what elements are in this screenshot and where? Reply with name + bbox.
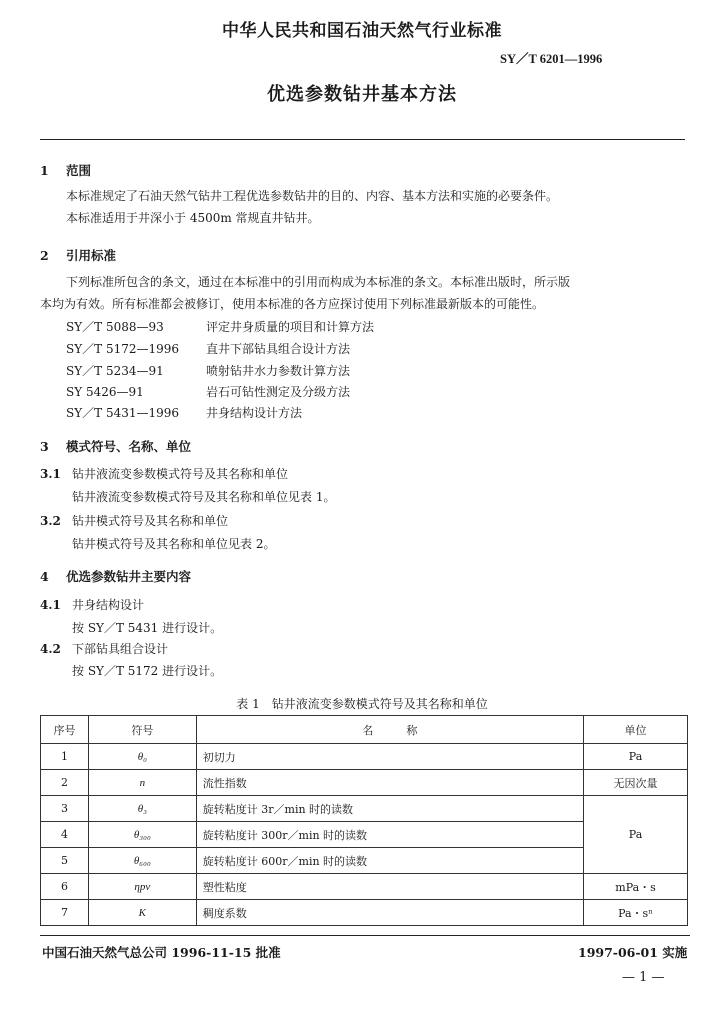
header-symbol: 符号 [88,716,196,744]
cell-unit: mPa・s [584,874,688,900]
subsection-title: 钻井模式符号及其名称和单位 [72,514,229,528]
section-1-heading [40,161,91,179]
section-number: 2 [40,248,49,263]
reference-code: SY／T 5431—1996 [66,406,180,420]
paragraph: 按 SY／T 5431 进行设计。 [72,621,223,635]
cell-index: 4 [41,822,89,848]
cell-index: 2 [41,770,89,796]
cell-name: 初切力 [196,744,583,770]
reference-item [66,404,302,421]
cell-index: 7 [41,900,89,926]
table-row [41,874,688,900]
standard-code: SY／T 6201—1996 [500,52,603,66]
cell-index: 6 [41,874,89,900]
section-title: 引用标准 [66,248,117,263]
document-title: 优选参数钻井基本方法 [267,84,457,105]
subsection-title: 钻井液流变参数模式符号及其名称和单位 [72,467,289,481]
header-index: 序号 [41,716,89,744]
cell-unit: Pa [584,744,688,770]
section-number: 3 [40,439,49,454]
reference-title: 直井下部钻具组合设计方法 [206,342,351,356]
section-3-heading [40,437,191,455]
paragraph: 按 SY／T 5172 进行设计。 [72,664,223,678]
section-number: 1 [40,163,49,178]
approval-line: 中国石油天然气总公司 1996-11-15 批准 [42,945,281,960]
cell-symbol: θ₀ [88,744,196,770]
subsection-number: 4.2 [40,642,61,656]
cell-name: 旋转粘度计 600r／min 时的读数 [196,848,583,874]
cell-unit-merged: Pa [584,796,688,874]
subsection-title: 下部钻具组合设计 [72,642,169,656]
header-name: 名 称 [196,716,583,744]
cell-symbol: ηpv [88,874,196,900]
table-row [41,900,688,926]
cell-symbol: n [88,770,196,796]
table-row [41,796,688,822]
reference-title: 岩石可钻性测定及分级方法 [206,385,351,399]
subsection-4-2-heading [40,640,168,657]
reference-item [66,318,374,335]
subsection-number: 3.1 [40,467,61,481]
cell-index: 5 [41,848,89,874]
table-row [41,770,688,796]
reference-title: 井身结构设计方法 [206,406,303,420]
cell-symbol: K [88,900,196,926]
paragraph: 本均为有效。所有标准都会被修订，使用本标准的各方应探讨使用下列标准最新版本的可能性。 [40,297,545,311]
header-divider [40,139,685,140]
cell-name: 旋转粘度计 3r／min 时的读数 [196,796,583,822]
reference-code: SY／T 5088—93 [66,320,164,334]
organization-title: 中华人民共和国石油天然气行业标准 [222,21,502,41]
subsection-title: 井身结构设计 [72,598,145,612]
cell-symbol: θ₆₀₀ [88,848,196,874]
subsection-3-2-heading [40,512,228,529]
reference-item [66,340,350,357]
section-title: 范围 [66,163,92,178]
cell-name: 流性指数 [196,770,583,796]
section-title: 优选参数钻井主要内容 [66,569,192,584]
page-number: — 1 — [622,970,665,985]
cell-unit: Pa・sⁿ [584,900,688,926]
table-header-row [41,716,688,744]
cell-symbol: θ₃₀₀ [88,822,196,848]
reference-item [66,362,350,379]
subsection-number: 3.2 [40,514,61,528]
paragraph: 下列标准所包含的条文，通过在本标准中的引用而构成为本标准的条文。本标准出版时，所示版 [66,275,571,289]
table-1 [40,715,688,926]
section-title: 模式符号、名称、单位 [66,439,192,454]
section-2-heading [40,246,116,264]
implementation-date: 1997-06-01 实施 [578,945,688,960]
table-row [41,744,688,770]
subsection-number: 4.1 [40,598,61,612]
subsection-4-1-heading [40,596,144,613]
cell-symbol: θ₃ [88,796,196,822]
paragraph: 钻井液流变参数模式符号及其名称和单位见表 1。 [72,490,336,504]
paragraph: 钻井模式符号及其名称和单位见表 2。 [72,537,276,551]
reference-item [66,383,350,400]
section-4-heading [40,567,191,585]
cell-name: 稠度系数 [196,900,583,926]
cell-unit: 无因次量 [584,770,688,796]
cell-name: 旋转粘度计 300r／min 时的读数 [196,822,583,848]
paragraph: 本标准适用于井深小于 4500m 常规直井钻井。 [66,211,320,225]
table-1-title: 表 1 钻井液流变参数模式符号及其名称和单位 [236,697,488,711]
cell-index: 3 [41,796,89,822]
section-number: 4 [40,569,49,584]
paragraph: 本标准规定了石油天然气钻井工程优选参数钻井的目的、内容、基本方法和实施的必要条件。 [66,189,559,203]
reference-code: SY／T 5234—91 [66,364,164,378]
header-unit: 单位 [584,716,688,744]
subsection-3-1-heading [40,465,288,482]
cell-index: 1 [41,744,89,770]
footer-divider [40,935,690,936]
reference-title: 喷射钻井水力参数计算方法 [206,364,351,378]
reference-title: 评定井身质量的项目和计算方法 [206,320,375,334]
reference-code: SY／T 5172—1996 [66,342,180,356]
cell-name: 塑性粘度 [196,874,583,900]
reference-code: SY 5426—91 [66,385,144,399]
